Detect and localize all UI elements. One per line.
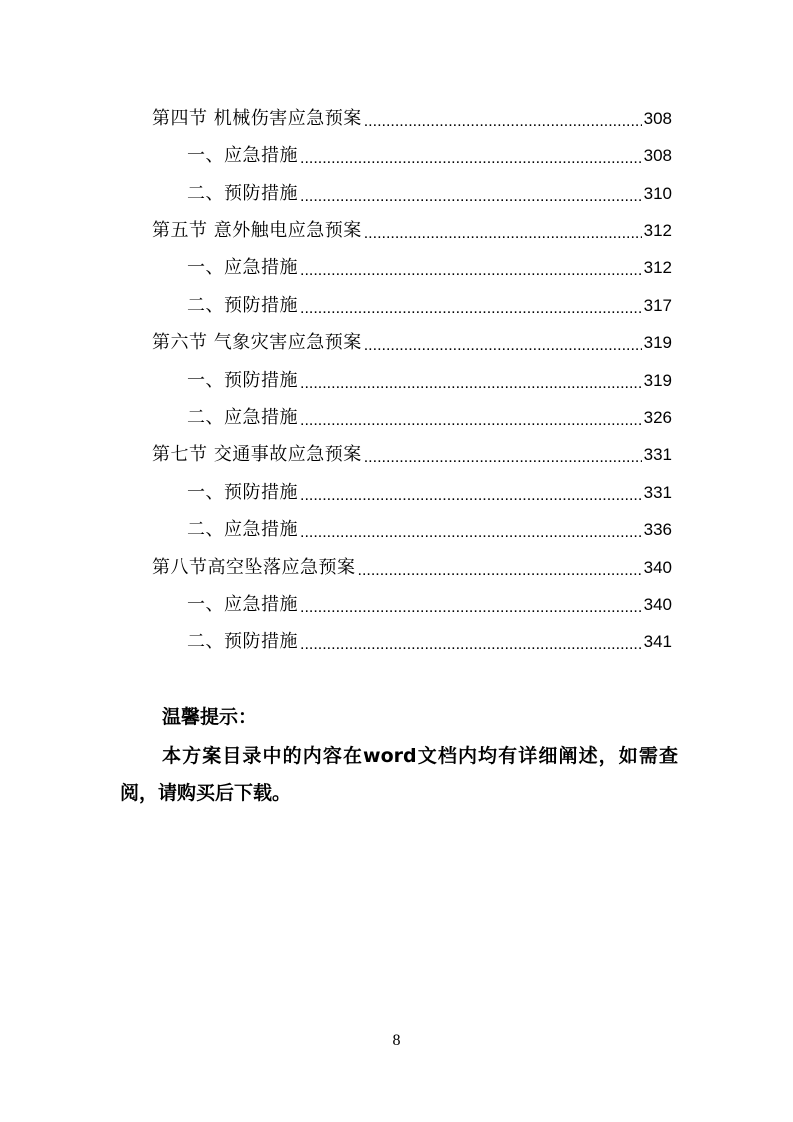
toc-entry-page: 308 <box>643 146 672 165</box>
toc-leader-dots <box>300 474 642 511</box>
toc-entry-label: 第四节 机械伤害应急预案 <box>152 108 362 129</box>
toc-entry-page: 308 <box>643 109 672 128</box>
toc-entry-label: 第八节高空坠落应急预案 <box>152 557 356 578</box>
toc-entry[interactable] <box>187 586 672 623</box>
toc-entry[interactable] <box>152 436 672 473</box>
toc-entry[interactable] <box>187 623 672 660</box>
toc-leader-dots <box>300 362 642 399</box>
toc-entry-page: 319 <box>643 333 672 352</box>
toc-entry-page: 331 <box>643 445 672 464</box>
toc-entry-label: 二、预防措施 <box>187 183 298 204</box>
toc-entry[interactable] <box>152 212 672 249</box>
toc-entry[interactable] <box>187 362 672 399</box>
toc-entry[interactable] <box>152 100 672 137</box>
toc-entry-label: 二、预防措施 <box>187 631 298 652</box>
toc-entry[interactable] <box>187 399 672 436</box>
toc-leader-dots <box>364 100 642 137</box>
toc-leader-dots <box>364 436 642 473</box>
toc-leader-dots <box>364 212 642 249</box>
toc-leader-dots <box>300 511 642 548</box>
toc-entry-page: 341 <box>643 632 672 651</box>
toc-entry[interactable] <box>187 175 672 212</box>
toc-entry-label: 二、应急措施 <box>187 407 298 428</box>
toc-leader-dots <box>364 324 642 361</box>
toc-leader-dots <box>300 287 642 324</box>
toc-entry-page: 331 <box>643 483 672 502</box>
toc-entry-label: 一、应急措施 <box>187 257 298 278</box>
toc-entry-label: 二、预防措施 <box>187 295 298 316</box>
toc-entry-label: 第五节 意外触电应急预案 <box>152 220 362 241</box>
toc-entry-page: 319 <box>643 371 672 390</box>
toc-entry-page: 340 <box>643 595 672 614</box>
toc-entry[interactable] <box>187 511 672 548</box>
toc-entry-label: 第七节 交通事故应急预案 <box>152 444 362 465</box>
toc-entry-label: 一、应急措施 <box>187 145 298 166</box>
toc-leader-dots <box>300 137 642 174</box>
toc-leader-dots <box>300 399 642 436</box>
toc-leader-dots <box>300 175 642 212</box>
toc-leader-dots <box>300 586 642 623</box>
toc-entry[interactable] <box>187 137 672 174</box>
toc-entry-page: 326 <box>643 408 672 427</box>
tip-title: 温馨提示： <box>162 706 258 728</box>
toc-entry-label: 第六节 气象灾害应急预案 <box>152 332 362 353</box>
toc-leader-dots <box>300 249 642 286</box>
toc-entry-page: 312 <box>643 221 672 240</box>
toc-entry[interactable] <box>152 549 672 586</box>
toc-entry[interactable] <box>152 324 672 361</box>
toc-entry-label: 二、应急措施 <box>187 519 298 540</box>
toc-entry-page: 336 <box>643 520 672 539</box>
toc-entry[interactable] <box>187 287 672 324</box>
toc-leader-dots <box>300 623 642 660</box>
toc-entry-page: 310 <box>643 184 672 203</box>
toc-entry-page: 312 <box>643 258 672 277</box>
toc-entry-label: 一、应急措施 <box>187 594 298 615</box>
toc-entry[interactable] <box>187 474 672 511</box>
toc-entry[interactable] <box>187 249 672 286</box>
tip-body: 本方案目录中的内容在word文档内均有详细阐述，如需查阅，请购买后下载。 <box>120 745 678 804</box>
toc-entry-page: 317 <box>643 296 672 315</box>
toc-entry-label: 一、预防措施 <box>187 482 298 503</box>
toc-leader-dots <box>358 549 642 586</box>
toc-entry-label: 一、预防措施 <box>187 370 298 391</box>
page-number: 8 <box>392 1032 401 1049</box>
toc-entry-page: 340 <box>643 558 672 577</box>
